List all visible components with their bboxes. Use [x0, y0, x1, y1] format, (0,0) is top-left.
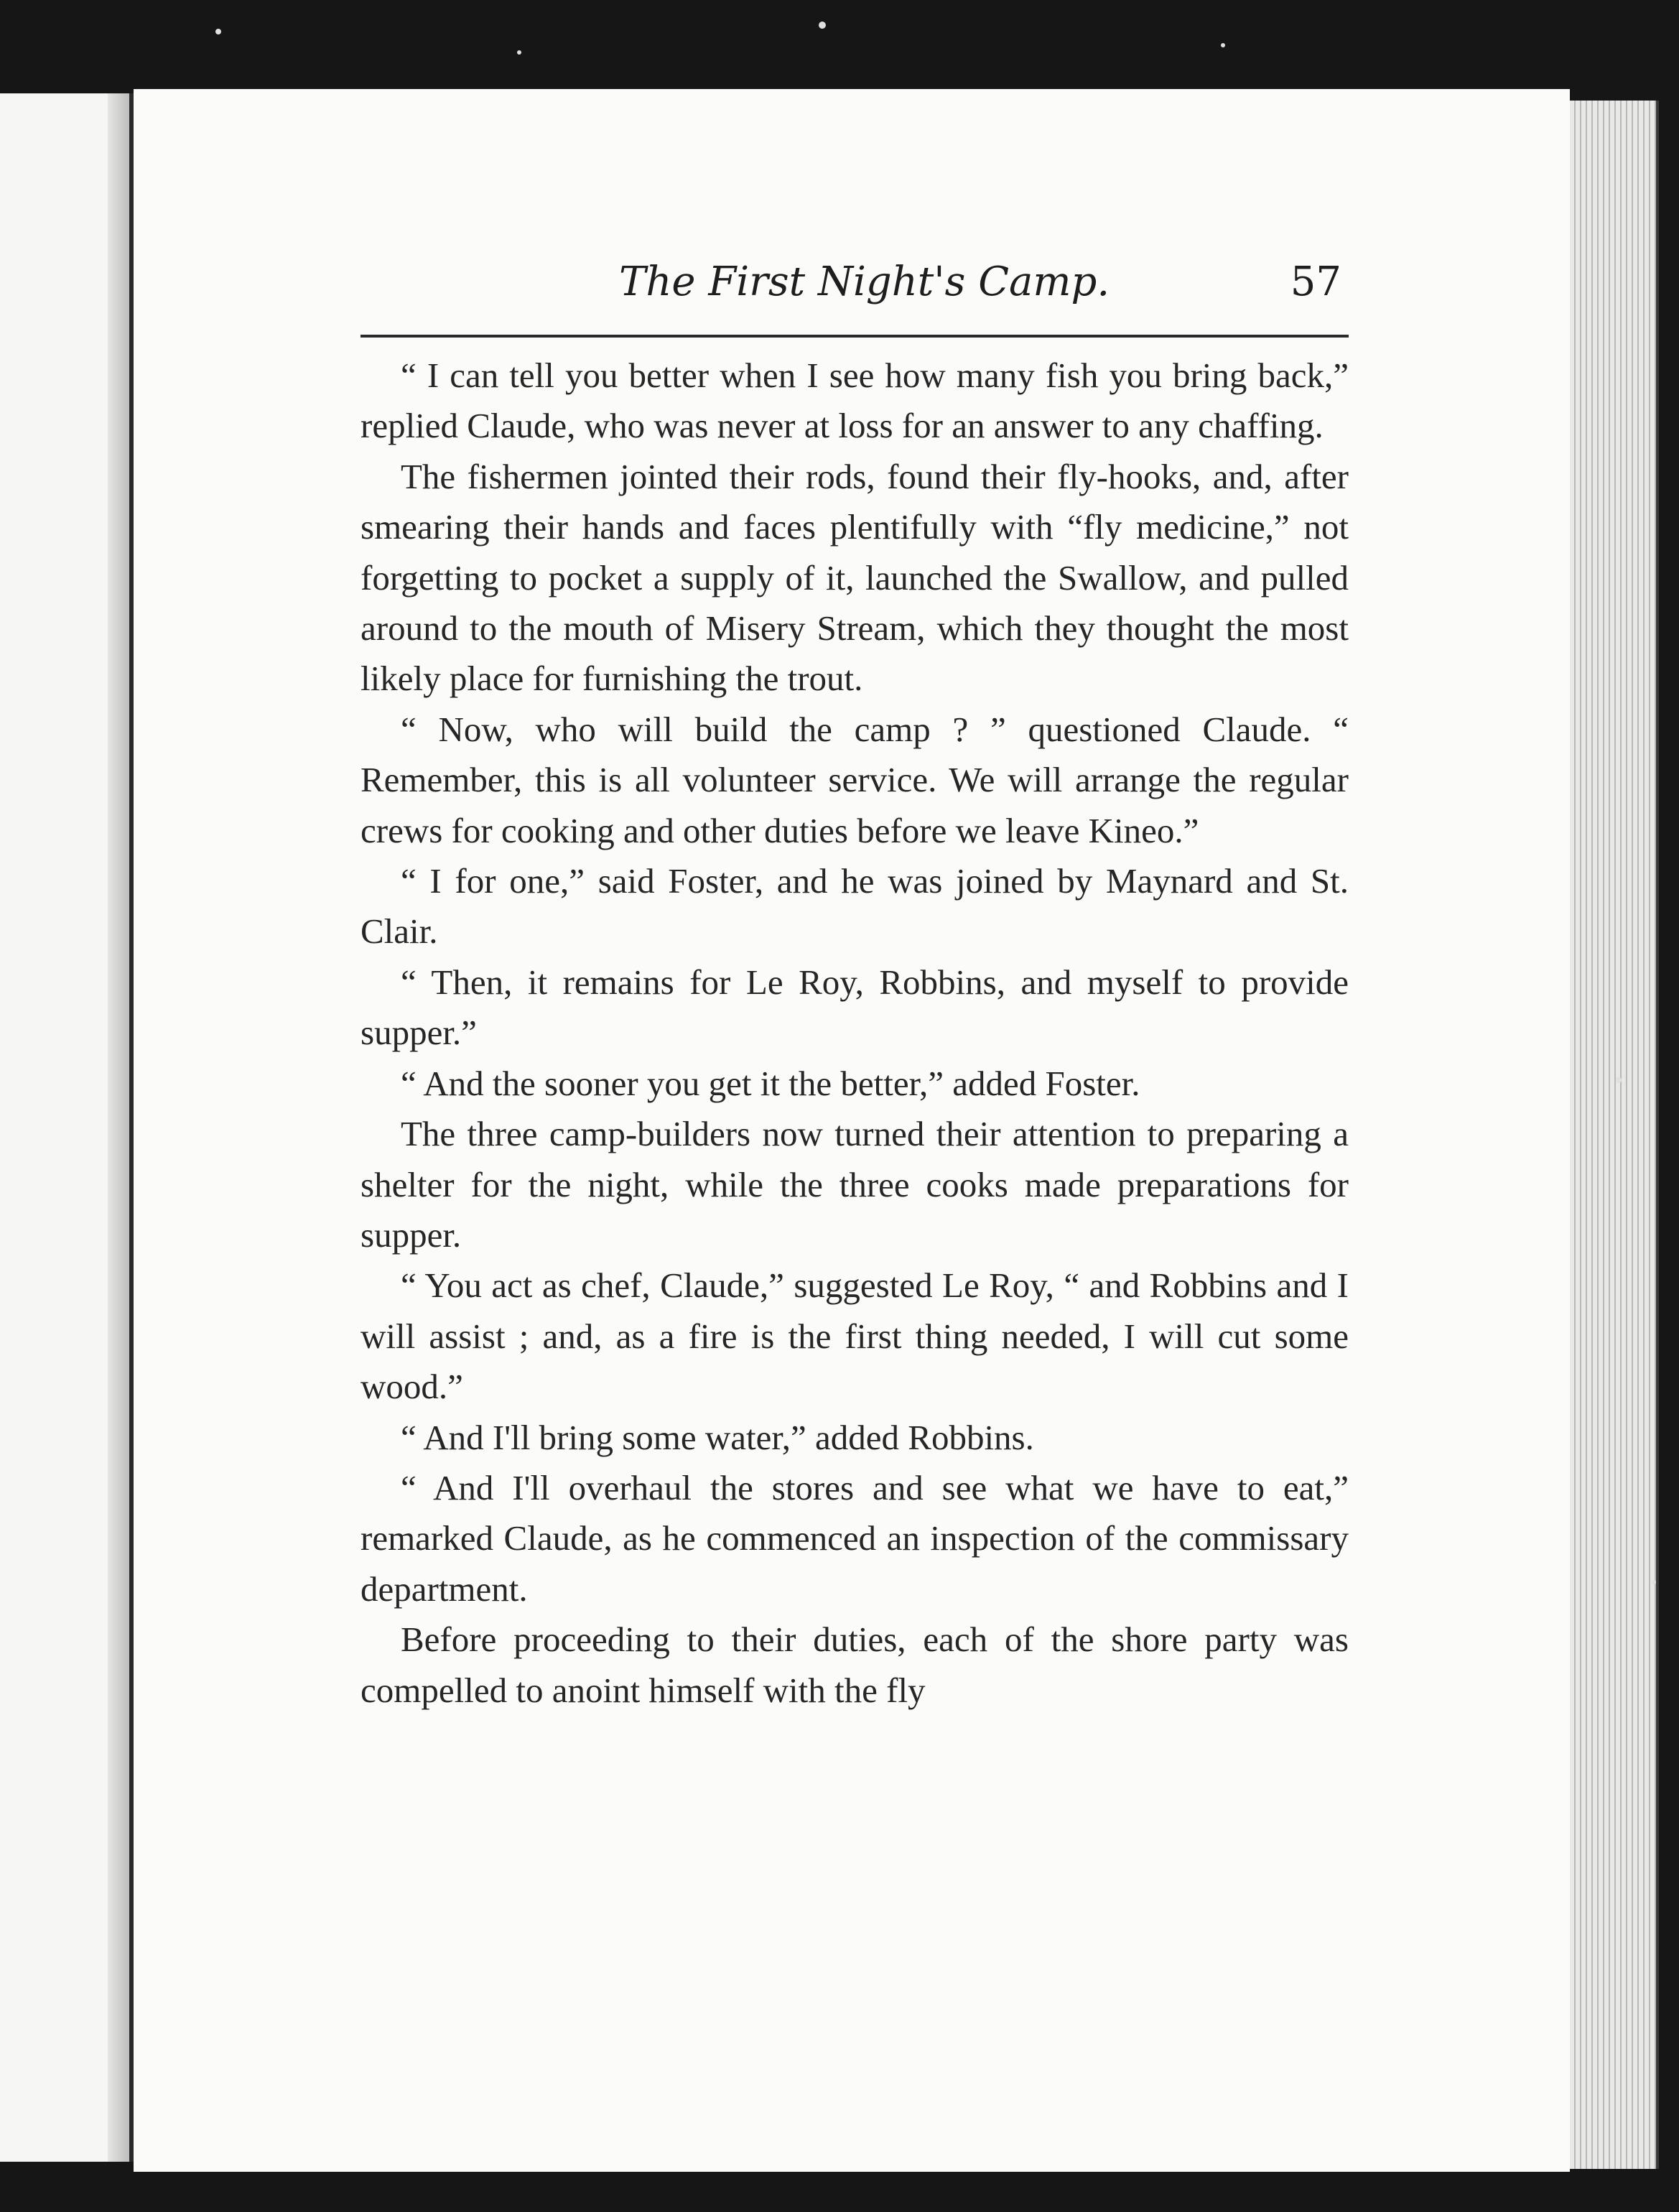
paragraph: The fishermen jointed their rods, found their fly-hooks, and, after smearing their hands and faces plentifully with “fly medicine,” not forgetting to pocket a supply of it, launched the Swallow, and pulled around to the mouth of Misery Stream, which they thought the most likely place for furnishing the trout. — [361, 456, 1349, 699]
running-title: The First Night's Camp. — [619, 259, 1110, 305]
page-number: 57 — [1290, 259, 1341, 305]
paragraph: “ Now, who will build the camp ? ” questioned Claude. “ Remember, this is all volunteer service. We will arrange the regular crews for cooking and other duties before we leave Kineo.” — [361, 709, 1349, 850]
left-page — [0, 93, 134, 2162]
paragraph: “ And I'll bring some water,” added Robbins. — [401, 1417, 1034, 1457]
paragraph: “ And the sooner you get it the better,” added Foster. — [401, 1063, 1140, 1103]
left-page-edge — [108, 93, 129, 2162]
dust-speck — [1616, 1077, 1622, 1083]
dust-speck — [215, 29, 221, 34]
dust-speck — [819, 22, 826, 29]
page-edges — [1570, 101, 1659, 2169]
body-text — [361, 350, 1349, 1716]
paragraph: “ And I'll overhaul the stores and see what we have to eat,” remarked Claude, as he commenced an inspection of the commissary department. — [361, 1467, 1349, 1609]
running-head — [361, 259, 1349, 323]
paragraph: “ You act as chef, Claude,” suggested Le Roy, “ and Robbins and I will assist ; and, as a fire is the first thing needed, I will cut some wood.” — [361, 1265, 1349, 1407]
paragraph: Before proceeding to their duties, each of the shore party was compelled to anoint himself with the fly — [361, 1620, 1349, 1710]
paragraph: “ I can tell you better when I see how many fish you bring back,” replied Claude, who was never at loss for an answer to any chaffing. — [361, 356, 1349, 446]
header-rule — [361, 335, 1349, 338]
paragraph: The three camp-builders now turned their attention to preparing a shelter for the night, while the three cooks made preparations for supper. — [361, 1114, 1349, 1255]
paragraph: “ Then, it remains for Le Roy, Robbins, and myself to provide supper.” — [361, 962, 1349, 1053]
dust-speck — [517, 50, 521, 55]
dust-speck — [1221, 43, 1225, 47]
paragraph: “ I for one,” said Foster, and he was joined by Maynard and St. Clair. — [361, 861, 1349, 952]
dust-speck — [1652, 1580, 1656, 1584]
